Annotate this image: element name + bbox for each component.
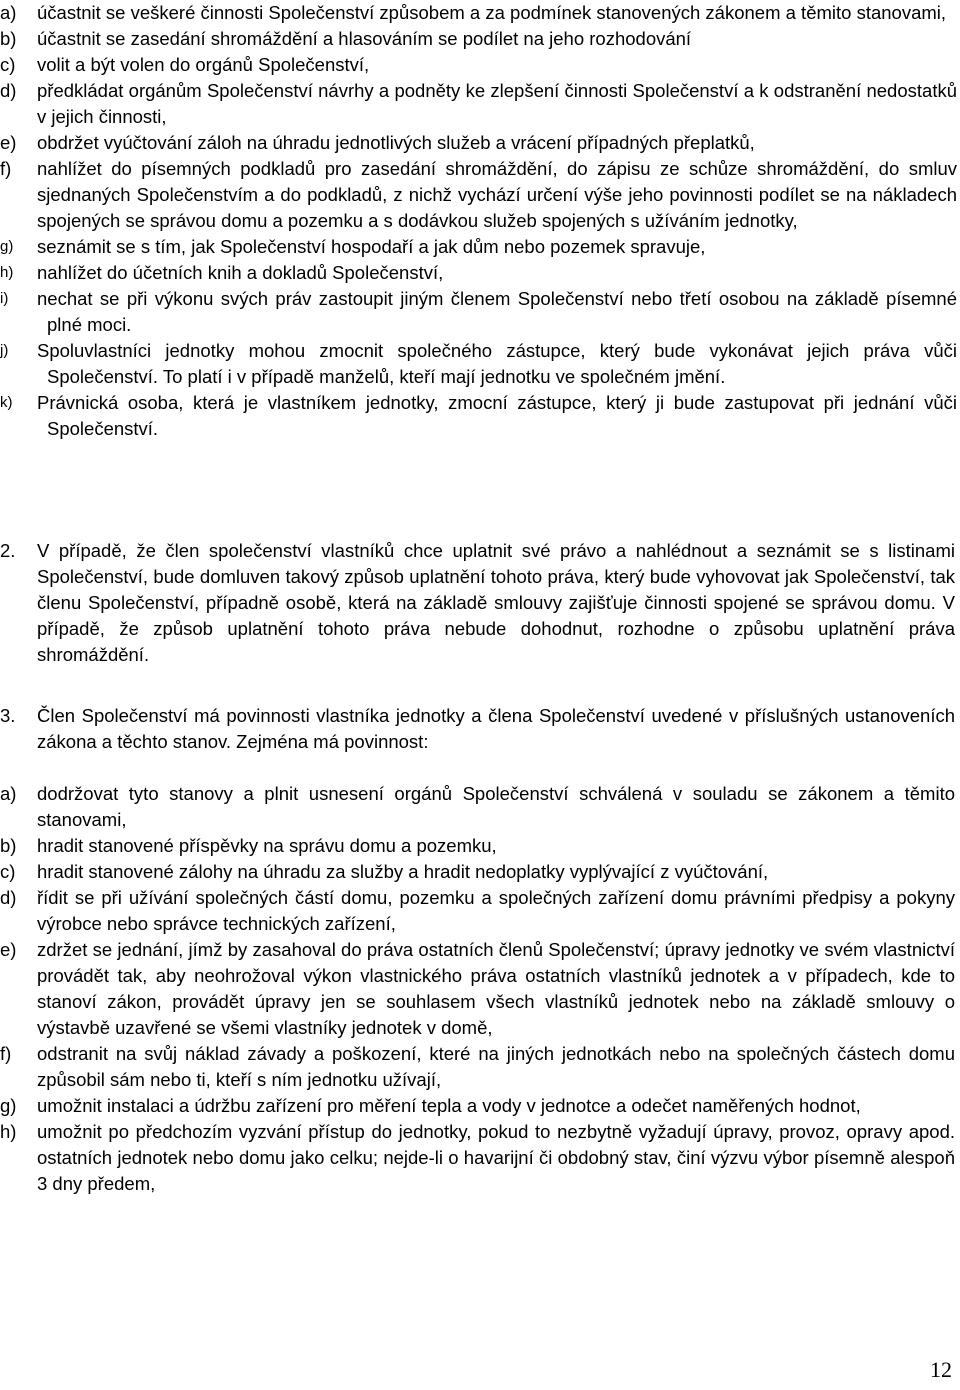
list-item-text: nahlížet do účetních knih a dokladů Společenství, (37, 262, 444, 283)
list-item-label: b) (0, 28, 17, 49)
list-item-label: d) (0, 80, 17, 101)
list-item-text: zdržet se jednání, jímž by zasahoval do práva ostatních členů Společenství; úpravy jednotky ve svém vlastnictví provádět tak, aby neohrožoval výkon vlastnického práva ostatních vlastníků jednotek a v případech, kde to stanoví zákon, provádět úpravy jen se souhlasem všech vlastníků jednotek nebo na základě smlouvy o výstavbě uzavřené se všemi vlastníky jednotek v domě, (37, 939, 955, 1038)
paragraph-number: 2. (0, 540, 16, 561)
list-item-text: odstranit na svůj náklad závady a poškození, které na jiných jednotkách nebo na společných částech domu způsobil sám nebo ti, kteří s ním jednotku užívají, (37, 1043, 955, 1090)
list-item-text: umožnit instalaci a údržbu zařízení pro měření tepla a vody v jednotce a odečet naměřených hodnot, (37, 1095, 861, 1116)
list-item-label: c) (0, 54, 16, 75)
list-item (0, 156, 960, 234)
list-item (0, 885, 960, 937)
list-item-label: e) (0, 939, 17, 960)
list-item-label: g) (0, 1095, 17, 1116)
paragraph-3 (0, 703, 960, 755)
list-item (0, 0, 960, 26)
list-item (0, 390, 960, 442)
list-item-label: i) (0, 290, 9, 307)
list-item-text: dodržovat tyto stanovy a plnit usnesení orgánů Společenství schválená v souladu se zákonem a těmito stanovami, (37, 783, 955, 830)
list-item-label: f) (0, 1043, 12, 1064)
list-item (0, 1041, 960, 1093)
list-item-text: Spoluvlastníci jednotky mohou zmocnit společného zástupce, který bude vykonávat jejich práva vůči Společenství. To platí i v případě manželů, kteří mají jednotku ve společném jmění. (37, 340, 957, 387)
list-item (0, 1119, 960, 1197)
list-item (0, 338, 960, 390)
list-item (0, 937, 960, 1041)
list-item-label: j) (0, 342, 9, 359)
list-item (0, 1093, 960, 1119)
paragraph-2 (0, 538, 960, 668)
list-item (0, 26, 960, 52)
list-item-label: d) (0, 887, 17, 908)
list-item-label: a) (0, 783, 17, 804)
list-item-label: g) (0, 238, 14, 255)
list-item-label: c) (0, 861, 16, 882)
paragraph-number: 3. (0, 705, 16, 726)
page-number: 12 (930, 1357, 952, 1382)
list-item-label: e) (0, 132, 17, 153)
list-item-label: k) (0, 394, 13, 411)
list-item-label: a) (0, 2, 17, 23)
list-item (0, 234, 960, 260)
list-item-text: nechat se při výkonu svých práv zastoupit jiným členem Společenství nebo třetí osobou na základě písemné plné moci. (37, 288, 957, 335)
list-item-text: hradit stanovené zálohy na úhradu za služby a hradit nedoplatky vyplývající z vyúčtování, (37, 861, 769, 882)
list-item-text: nahlížet do písemných podkladů pro zasedání shromáždění, do zápisu ze schůze shromáždění, do smluv sjednaných Společenstvím a do podkladů, z nichž vychází určení výše jeho povinnosti podílet se na nákladech spojených se správou domu a pozemku a s dodávkou služeb spojených s užíváním jednotky, (37, 158, 957, 231)
list-item-text: obdržet vyúčtování záloh na úhradu jednotlivých služeb a vrácení případných přeplatků, (37, 132, 755, 153)
paragraph-text: Člen Společenství má povinnosti vlastníka jednotky a člena Společenství uvedené v příslušných ustanoveních zákona a těchto stanov. Zejména má povinnost: (37, 705, 955, 752)
paragraph-text: V případě, že člen společenství vlastníků chce uplatnit své právo a nahlédnout a seznámit se s listinami Společenství, bude domluven takový způsob uplatnění tohoto práva, který bude vyhovovat jak Společenství, tak členu Společenství, případně osobě, která na základě smlouvy zajišťuje činnosti spojené se správou domu. V případě, že způsob uplatnění tohoto práva nebude dohodnut, rozhodne o způsobu uplatnění práva shromáždění. (37, 540, 955, 665)
list-item (0, 286, 960, 338)
list-item-label: h) (0, 264, 14, 281)
list-item (0, 78, 960, 130)
list-item-text: účastnit se veškeré činnosti Společenství způsobem a za podmínek stanovených zákonem a těmito stanovami, (37, 2, 947, 23)
list-item (0, 260, 960, 286)
list-item (0, 833, 960, 859)
list-item-text: Právnická osoba, která je vlastníkem jednotky, zmocní zástupce, který ji bude zastupovat při jednání vůči Společenství. (37, 392, 957, 439)
list-item-label: b) (0, 835, 17, 856)
list-item (0, 859, 960, 885)
list-item-text: volit a být volen do orgánů Společenství, (37, 54, 370, 75)
list-item-text: hradit stanovené příspěvky na správu domu a pozemku, (37, 835, 497, 856)
list-item-text: seznámit se s tím, jak Společenství hospodaří a jak dům nebo pozemek spravuje, (37, 236, 706, 257)
list-item (0, 130, 960, 156)
list-item-text: účastnit se zasedání shromáždění a hlasováním se podílet na jeho rozhodování (37, 28, 692, 49)
list-item (0, 781, 960, 833)
list-item-text: předkládat orgánům Společenství návrhy a podněty ke zlepšení činnosti Společenství a k odstranění nedostatků v jejich činnosti, (37, 80, 957, 127)
list-item (0, 52, 960, 78)
list-item-text: umožnit po předchozím vyzvání přístup do jednotky, pokud to nezbytně vyžadují úpravy, provoz, opravy apod. ostatních jednotek nebo domu jako celku; nejde-li o havarijní či obdobný stav, činí výzvu výbor písemně alespoň 3 dny předem, (37, 1121, 955, 1194)
list-item-label: f) (0, 158, 12, 179)
rights-list (0, 0, 960, 442)
list-item-label: h) (0, 1121, 17, 1142)
list-item-text: řídit se při užívání společných částí domu, pozemku a společných zařízení domu právními předpisy a pokyny výrobce nebo správce technických zařízení, (37, 887, 955, 934)
obligations-list (0, 781, 960, 1197)
